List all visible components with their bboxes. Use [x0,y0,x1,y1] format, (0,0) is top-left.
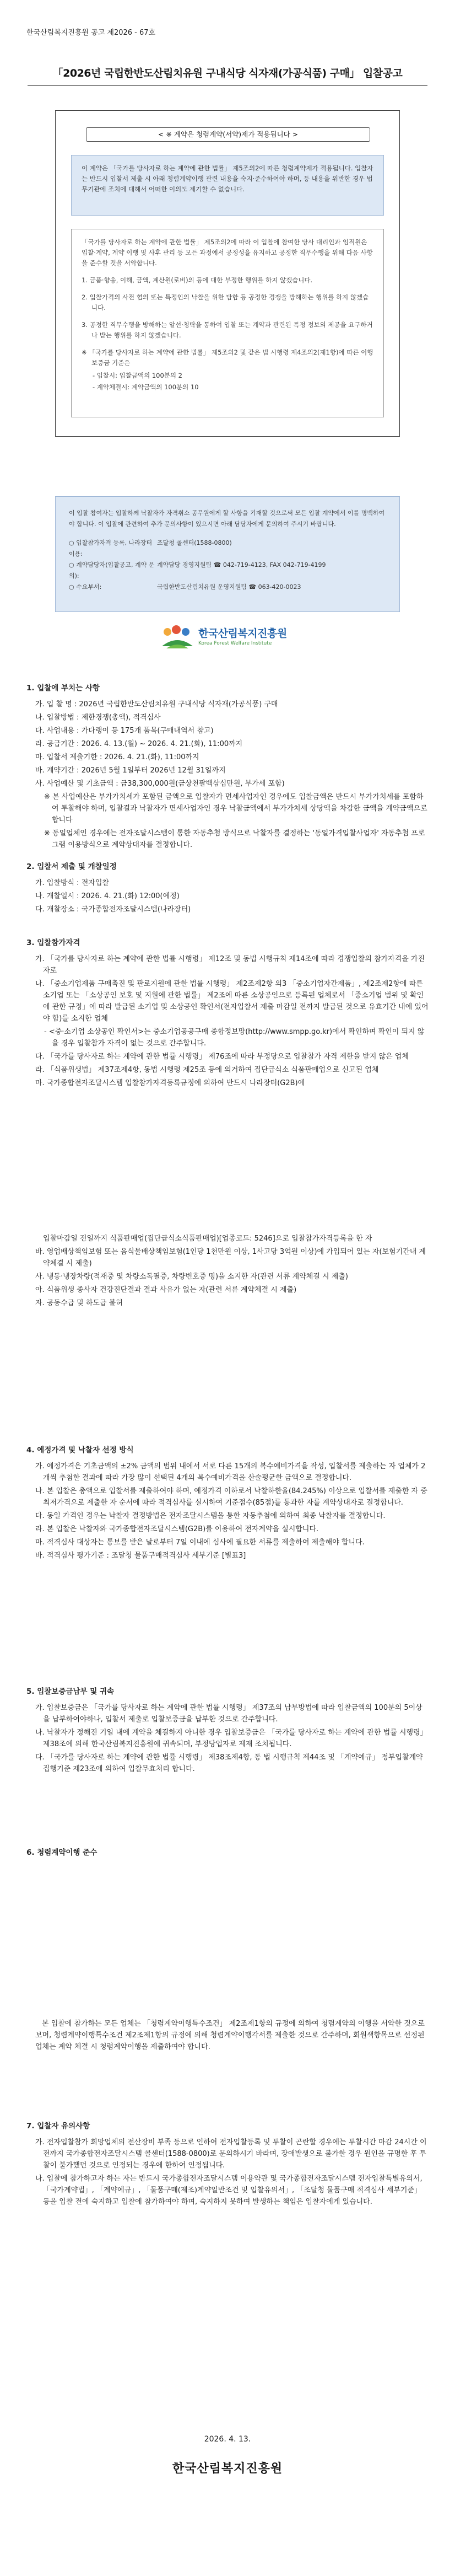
section-item: 마. 국가종합전자조달시스템 입찰참가자격등록규정에 의하여 반드시 나라장터(G2B)에 [35,1079,305,1087]
contact-info-box [55,496,400,612]
section-item: 가. 「국가를 당사자로 하는 계약에 관한 법률 시행령」 제12조 및 동법 시행규칙 제14조에 따라 경쟁입찰의 참가자격을 가진자로 [35,955,425,975]
contact-label: ○ 입찰참가자격 등록, 나라장터 이용: [69,539,153,557]
contact-value: 계약담당 경영지원팀 ☎ 042-719-4123, FAX 042-719-4199 [157,561,326,568]
pledge-item: 2. 입찰가격의 사전 협의 또는 특정인의 낙찰을 위한 담합 등 공정한 경쟁을 방해하는 행위를 하지 않겠습니다. [82,293,369,312]
section-bidder-notes [26,2121,429,2209]
section-item: 라. 「식품위생법」 제37조제4항, 동법 시행령 제25조 등에 의거하여 집단급식소 식품판매업으로 신고된 업체 [35,1066,379,1074]
section-item: 바. 계약기간 : 2026년 5월 1일부터 2026년 12월 31일까지 [35,766,226,775]
section-item: 가. 예정가격은 기초금액의 ±2% 금액의 범위 내에서 서로 다른 15개의 복수예비가격을 작성, 입찰서를 제출하는 자 업체가 2개씩 추첨한 결과에 따라 가장 많이 선택된 4개의 복수예비가격을 산술평균한 금액으로 결정합니다. [35,1462,426,1482]
section-bid-items [26,683,429,852]
section-note: - <중·소기업 소상공인 확인서>는 중소기업공공구매 종합정보망(http://www.smpp.go.kr)에서 확인하며 확인이 되지 않을 경우 입찰참가 자격이 없는 것으로 간주합니다. [44,1028,425,1048]
section-integrity [26,1847,429,1863]
section-item: 나. 입찰에 참가하고자 하는 자는 반드시 국가종합전자조달시스템 이용약관 및 국가종합전자조달시스템 전자입찰특별유의서, 「국가계약법」, 「계약예규」, 「물품구매(제조)계약일반조건 및 입찰유의서」, 「조달청 물품구매 적격심사 세부기준」 등을 입찰 전에 숙지하고 입찰에 참가하여야 하며, 숙지하지 못하여 발생하는 책임은 입찰자에게 있습니다. [35,2175,422,2206]
pledge-closing: ※ 「국가를 당사자로 하는 계약에 관한 법률」 제5조의2 및 같은 법 시행령 제4조의2(제1항)에 따른 이행 보증금 기준은 [82,348,373,367]
section-item: 바. 영업배상책임보험 또는 음식물배상책임보험(1인당 1천만원 이상, 1사고당 3억원 이상)에 가입되어 있는 자(보험기간내 계약체결 시 제출) [35,1248,426,1268]
contact-value: 조달청 콜센터(1588-0800) [157,539,232,546]
section-item: 나. 「중소기업제품 구매촉진 및 판로지원에 관한 법률 시행령」 제2조제2항 의3 「중소기업자간제품」, 제2조제2항에 따른 소기업 또는 「소상공인 보호 및 지원에 관한 법률」 제2조에 따른 소상공인으로 등록된 업체로서 「중소기업 범위 및 확인에 관한 규정」에 따라 발급된 소기업 및 소상공인 확인서(전자입찰서 제출 마감일 전까지 발급된 것으로 유효기간 내에 있어야 함)를 소지한 업체 [35,980,429,1023]
institute-logo [161,622,304,655]
section-pricing-selection [26,1445,429,1563]
contact-row [69,560,386,582]
section-integrity-body [26,2018,429,2054]
contact-label: ○ 수요부서: [69,583,102,591]
section-item: 나. 개찰일시 : 2026. 4. 21.(화) 12:00(예정) [35,892,180,900]
pledge-sub-item: - 입찰시: 입찰금액의 100분의 2 [93,372,183,379]
pledge-item: 3. 공정한 직무수행을 방해하는 알선·청탁을 통하여 입찰 또는 계약과 관련된 특정 정보의 제공을 요구하거나 받는 행위를 하지 않겠습니다. [82,321,373,339]
section-item: 마. 입찰서 제출기한 : 2026. 4. 21.(화), 11:00까지 [35,753,199,761]
section-note: ※ 본 사업예산은 부가가치세가 포함된 금액으로 입찰자가 면세사업자인 경우에도 입찰금액은 반드시 부가가치세를 포함하여 투찰해야 하며, 입찰결과 낙찰자가 면세사업자인 경우 낙찰금액에서 부가가치세 상당액을 차감한 금액을 계약금액으로 합니다 [44,793,427,824]
section-item: 가. 입찰방식 : 전자입찰 [35,879,109,887]
section-note: ※ 동일업체인 경우에는 전자조달시스템이 통한 자동추첨 방식으로 낙찰자를 결정하는 '동일가격입찰사업자' 자동추첨 프로그램 이용방식으로 계약상대자를 결정합니다. [44,829,425,849]
section-heading: 5. 입찰보증금납부 및 귀속 [26,1687,115,1696]
section-text: 본 입찰에 참가하는 모든 업체는 「청렴계약이행특수조건」 제2조제1항의 규정에 의하여 청렴계약의 이행을 서약한 것으로 보며, 청렴계약이행특수조건 제2조제1항의 규정에 의해 청렴계약이행각서를 제출한 것으로 간주하며, 회원색항목으로 선정된 업체는 계약 체결 시 청렴계약이행을 제출하여야 합니다. [35,2020,425,2051]
section-heading: 1. 입찰에 부치는 사항 [26,684,100,693]
section-eligibility [26,937,429,1091]
pledge-item: 1. 금품·향응, 이해, 금액, 계산원(로비)의 등에 대한 부정한 행위를 하지 않겠습니다. [82,276,313,284]
title-divider [28,85,427,86]
section-item: 가. 입찰보증금은 「국가를 당사자로 하는 계약에 관한 법률 시행령」 제37조의 납부방법에 따라 입찰금액의 100분의 5이상을 납부하여야하나, 입찰서 제출로 입찰보증금을 납부한 것으로 간주합니다. [35,1704,422,1724]
section-item: 아. 식품위생 종사자 건강진단결과 결과 사유가 없는 자(관련 서류 계약체결 시 제출) [35,1286,297,1294]
section-heading: 7. 입찰자 유의사항 [26,2122,90,2130]
section-item: 다. 「국가를 당사자로 하는 계약에 관한 법률 시행령」 제38조제4항, 동 법 시행규칙 제44조 및 「계약예규」 정부입찰계약 집행기준 제23조에 의하여 입찰무효처리 합니다. [35,1753,423,1773]
contact-list [69,538,386,593]
section-heading: 6. 청렴계약이행 준수 [26,1848,98,1857]
section-item: 사. 냉동·냉장차량(적재중 및 차량소독필증, 차량번호증 명)을 소지한 자(관련 서류 계약체결 시 제출) [35,1273,348,1281]
page-title: 「2026년 국립한반도산림치유원 구내식당 식자재(가공식품) 구매」 입찰공고 [52,67,403,79]
section-item: 라. 공급기간 : 2026. 4. 13.(월) ~ 2026. 4. 21.(화), 11:00까지 [35,740,243,748]
contact-row [69,538,386,560]
section-item: 다. 「국가를 당사자로 하는 계약에 관한 법률 시행령」 제76조에 따라 부정당으로 입찰참가 자격 제한을 받지 않은 업체 [35,1053,409,1061]
section-item: 가. 입 찰 명 : 2026년 국립한반도산림치유원 구내식당 식자재(가공식품) 구매 [35,700,278,709]
contact-value: 국립한반도산림치유원 운영지원팀 ☎ 063-420-0023 [157,583,301,591]
integrity-contract-box [55,110,400,437]
section-item: 나. 본 입찰은 총액으로 입찰서를 제출하여야 하며, 예정가격 이하로서 낙찰하한율(84.245%) 이상으로 입찰서를 제출한 자 중 최저가격으로 제출한 자 순서에 따라 적격심사를 실시하여 기준점수(85점)를 통과한 자를 계약상대자로 결정합니다. [35,1487,427,1507]
section-item: 마. 적격심사 대상자는 통보를 받은 날로부터 7일 이내에 심사에 필요한 서류를 제출하여 제출해야 합니다. [35,1538,365,1547]
logo-english-name: Korea Forest Welfare Institute [198,641,272,646]
section-bid-schedule [26,861,429,917]
section-heading: 2. 입찰서 제출 및 개찰일정 [26,862,117,871]
contact-label: ○ 계약담당자(입찰공고, 계약 문의): [69,561,155,579]
contact-row [69,582,386,593]
section-heading: 4. 예정가격 및 낙찰자 선정 방식 [26,1446,134,1455]
issuing-organization: 한국산림복지진흥원 [172,2462,283,2476]
section-heading: 3. 입찰참가자격 [26,938,80,947]
section-item: 나. 낙찰자가 정해진 기일 내에 계약을 체결하지 아니한 경우 입찰보증금은 「국가를 당사자로 하는 계약에 관한 법률 시행령」 제38조에 의해 한국산림복지진흥원에 귀속되며, 부정당업자로 제재 조치됩니다. [35,1729,427,1748]
logo-mark-icon [161,624,194,651]
section-eligibility-continued [26,1233,429,1311]
section-item: 라. 본 입찰은 낙찰자와 국가종합전자조달시스템(G2B)를 이용하여 전자계약을 실시합니다. [35,1525,319,1533]
section-item: 입찰마감일 전일까지 식품판매업(집단급식소식품판매업)[업종코드: 5246]으로 입찰참가자격등록을 한 자 [43,1235,372,1243]
section-item: 바. 적격심사 평가기준 : 조달청 물품구매적격심사 세부기준 [별표3] [35,1552,246,1560]
section-item: 다. 개찰장소 : 국가종합전자조달시스템(나라장터) [35,905,191,914]
integrity-contract-summary: 이 계약은 「국가를 당사자로 하는 계약에 관한 법률」 제5조의2에 따른 청렴계약제가 적용됩니다. 입찰자는 반드시 입찰서 제출 시 아래 청렴계약이행 관련 내용을 숙지·준수하여야 하며, 등 내용을 위반한 경우 법무기관에 조치에 대해서 어떠한 이의도 제기할 수 없습니다. [71,155,384,216]
section-item: 사. 사업예산 및 기초금액 : 금38,300,000원(금상천팔백삼십만원, 부가세 포함) [35,780,285,788]
logo-korean-name: 한국산림복지진흥원 [198,627,287,640]
notice-number: 한국산림복지진흥원 공고 제2026 - 67호 [26,29,156,37]
section-item: 다. 동일 가격인 경우는 낙찰자 결정방법은 전자조달시스템을 통한 자동추첨에 의하여 최종 낙찰자를 결정합니다. [35,1512,386,1520]
announcement-date: 2026. 4. 13. [204,2435,251,2444]
section-item: 자. 공동수급 및 하도급 불허 [35,1299,123,1307]
section-item: 다. 사업내용 : 가다랭이 등 175개 품목(구매내역서 참고) [35,727,214,735]
integrity-contract-heading: < ※ 계약은 청렴계약(서약)제가 적용됩니다 > [86,127,370,142]
integrity-contract-pledge [71,229,384,417]
section-bid-deposit [26,1686,429,1777]
section-item: 나. 입찰방법 : 제한경쟁(총액), 적격심사 [35,713,161,722]
pledge-sub-item: - 계약체결시: 계약금액의 100분의 10 [93,383,199,391]
pledge-intro: 「국가를 당사자로 하는 계약에 관한 법률」 제5조의2에 따라 이 입찰에 참여한 당사 대리인과 임직원은 입찰·계약, 계약 이행 및 사후 관리 등 모든 과정에서 공정성을 유지하고 공정한 직무수행을 위해 다음 사항을 준수할 것을 서약합니다. [82,238,373,267]
contact-intro: 이 입찰 참여자는 입찰하께 낙찰자가 자격취소 공무원에게 할 사항을 기재할 것으로써 모든 입찰 계약에서 이를 명백하여야 합니다. 이 입찰에 관련하여 추가 문의사항이 있으시면 아래 담당자에게 문의하여 주시기 바랍니다. [69,509,385,528]
section-item: 가. 전자입찰참가 희망업체의 전산장비 부족 등으로 인하여 전자입찰등록 및 투찰이 곤란할 경우에는 투찰시간 마감 24시간 이전까지 국가종합전자조달시스템 콜센터(1588-0800)로 문의하시기 바라며, 장애발생으로 불가한 경우 원인을 규명한 후 투찰이 불가했던 것으로 인정되는 경우에 한하여 인정됩니다. [35,2138,427,2170]
